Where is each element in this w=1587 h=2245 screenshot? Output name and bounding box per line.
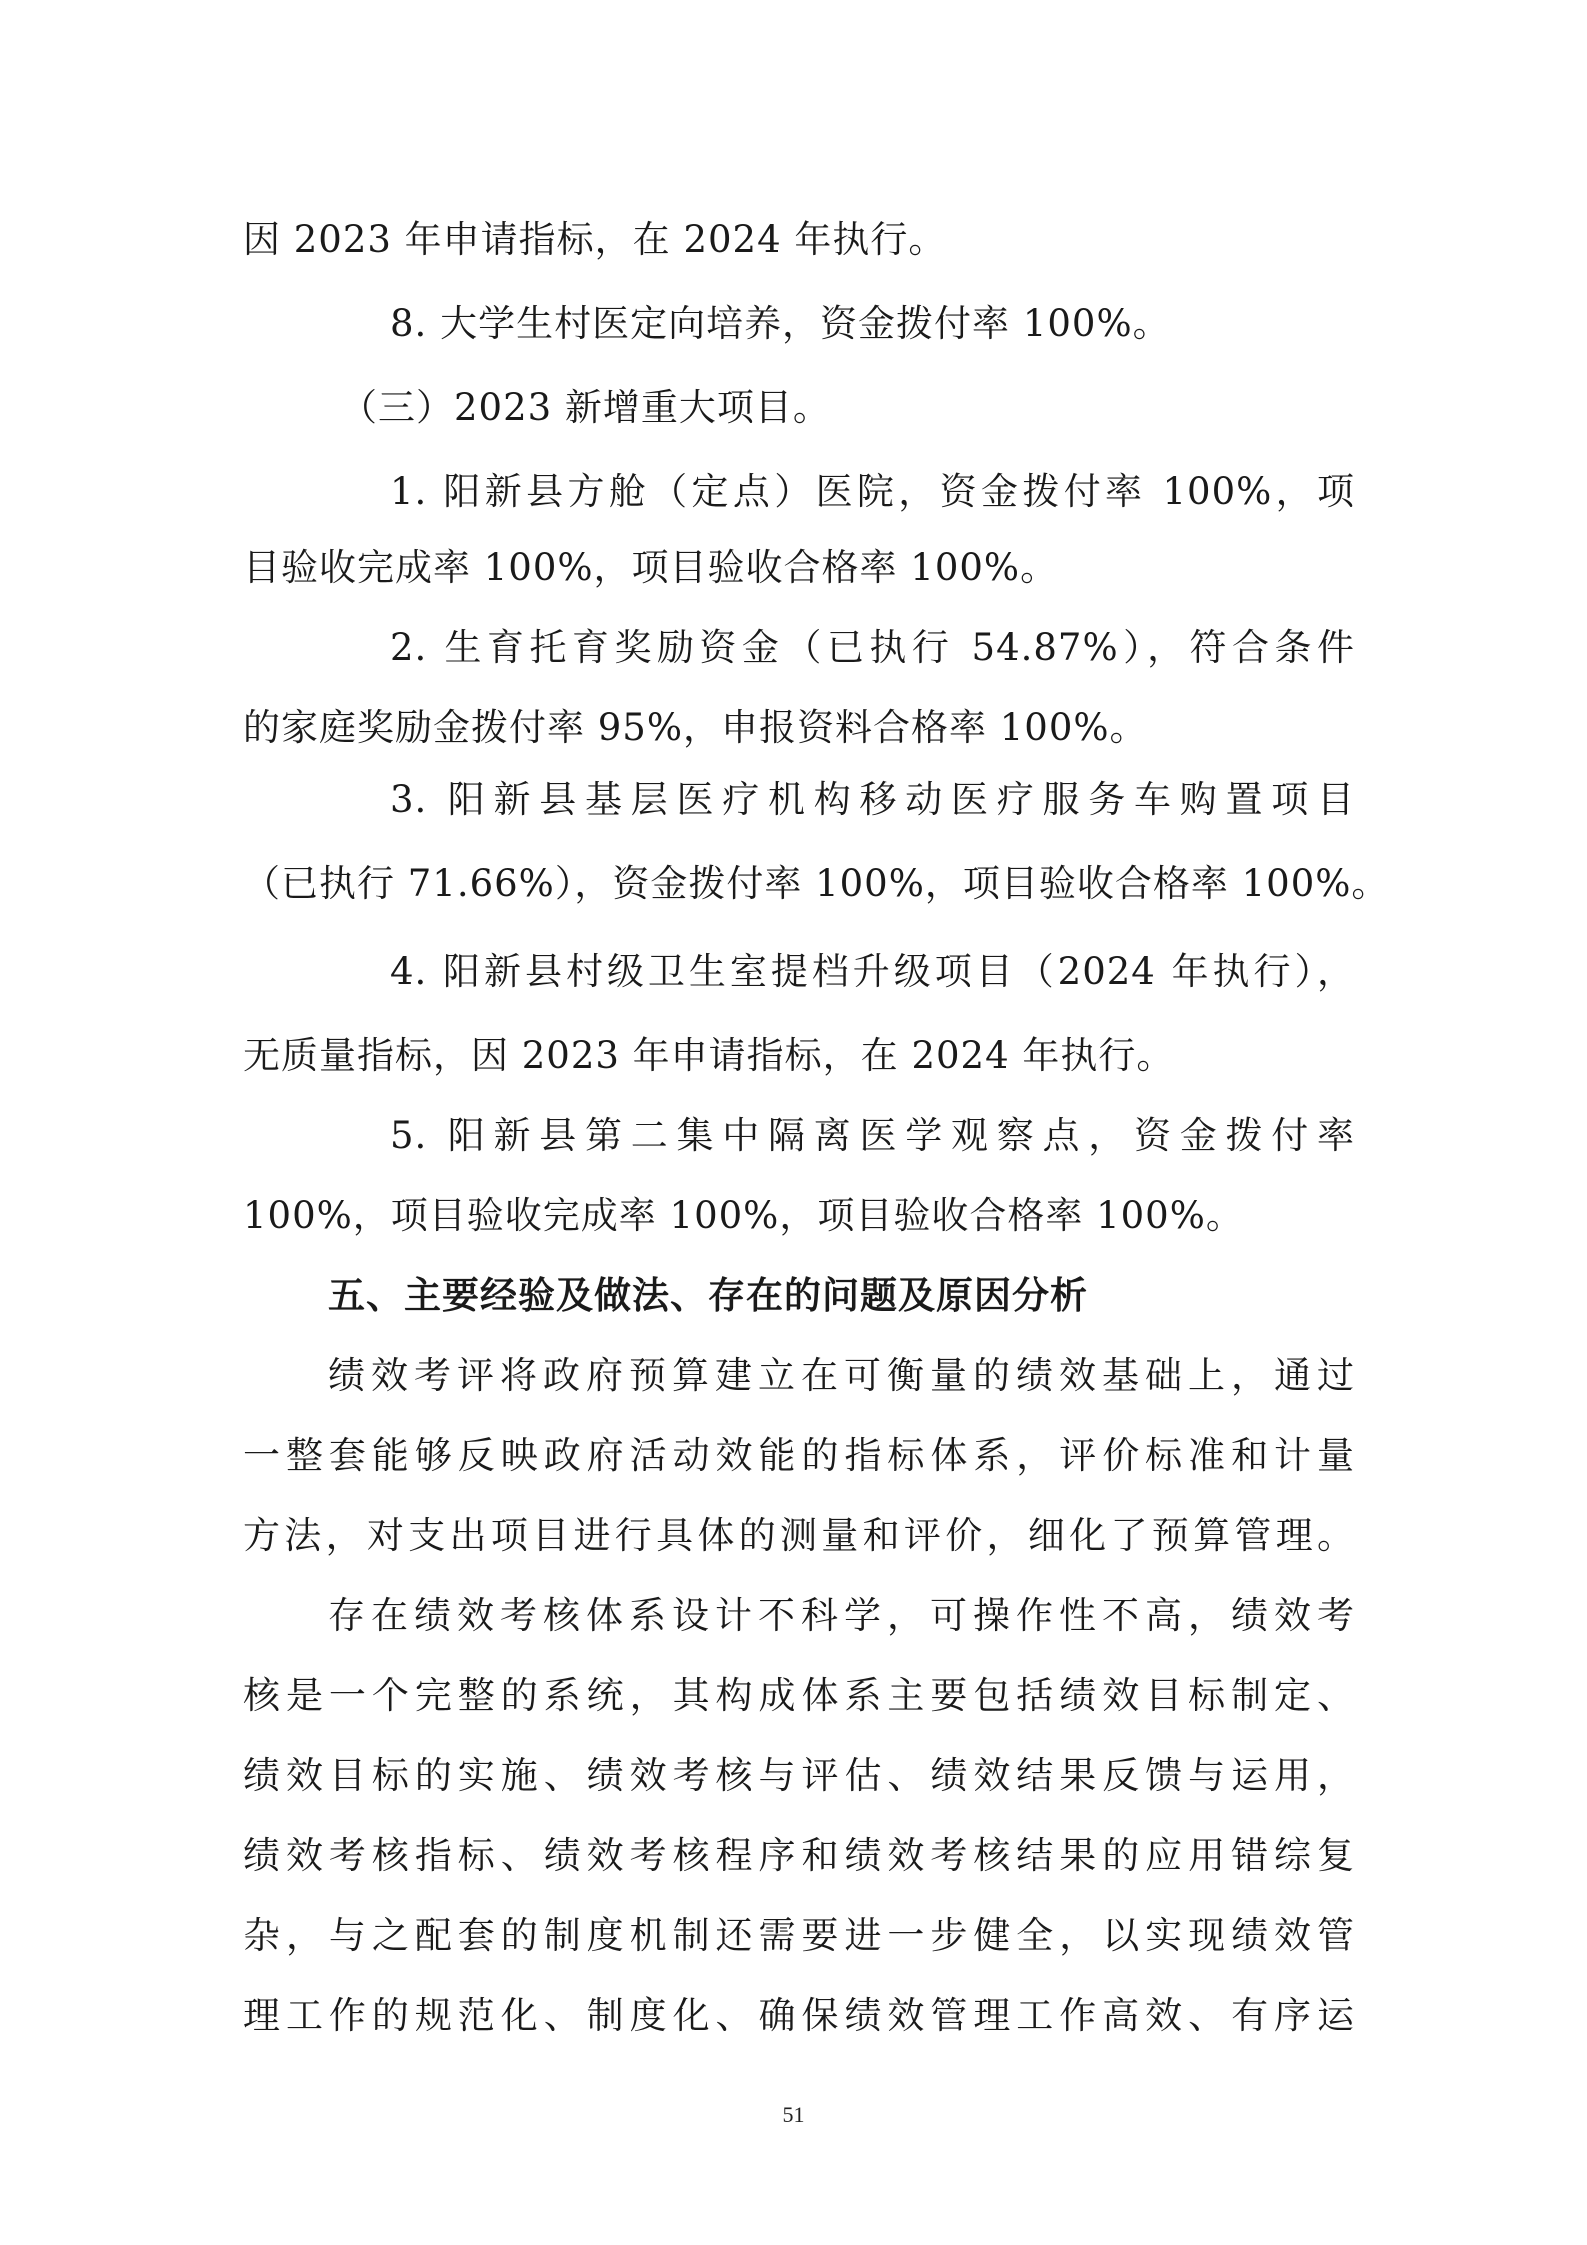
page-number: 51 <box>782 2102 805 2127</box>
text-line: 因 2023 年申请指标，在 2024 年执行。 <box>243 218 947 261</box>
paragraph-line: 绩效目标的实施、绩效考核与评估、绩效结果反馈与运用， <box>243 1754 1355 1797</box>
text-line: 的家庭奖励金拨付率 95%，申报资料合格率 100%。 <box>243 706 1148 749</box>
text-line: 100%，项目验收完成率 100%，项目验收合格率 100%。 <box>243 1194 1244 1237</box>
text-line: 4. 阳新县村级卫生室提档升级项目（2024 年执行）， <box>390 950 1355 993</box>
text-line: 2. 生育托育奖励资金（已执行 54.87%），符合条件 <box>390 626 1355 669</box>
paragraph-line: 方法，对支出项目进行具体的测量和评价，细化了预算管理。 <box>243 1514 1355 1557</box>
paragraph-line: 杂，与之配套的制度机制还需要进一步健全，以实现绩效管 <box>243 1914 1355 1957</box>
text-line: 8. 大学生村医定向培养，资金拨付率 100%。 <box>390 302 1171 345</box>
text-line: 目验收完成率 100%，项目验收合格率 100%。 <box>243 546 1059 589</box>
paragraph-line: 一整套能够反映政府活动效能的指标体系，评价标准和计量 <box>243 1434 1355 1477</box>
paragraph-line: 核是一个完整的系统，其构成体系主要包括绩效目标制定、 <box>243 1674 1355 1717</box>
text-line: 3. 阳新县基层医疗机构移动医疗服务车购置项目 <box>390 778 1355 821</box>
text-line: （已执行 71.66%），资金拨付率 100%，项目验收合格率 100%。 <box>243 862 1390 905</box>
paragraph-line: 理工作的规范化、制度化、确保绩效管理工作高效、有序运 <box>243 1994 1355 2037</box>
text-line: 无质量指标，因 2023 年申请指标，在 2024 年执行。 <box>243 1034 1175 1077</box>
paragraph-line: 绩效考核指标、绩效考核程序和绩效考核结果的应用错综复 <box>243 1834 1355 1877</box>
text-line: 1. 阳新县方舱（定点）医院，资金拨付率 100%，项 <box>390 470 1355 513</box>
text-line: 5. 阳新县第二集中隔离医学观察点，资金拨付率 <box>390 1114 1355 1157</box>
subsection-title: （三）2023 新增重大项目。 <box>340 386 831 429</box>
paragraph-line: 绩效考评将政府预算建立在可衡量的绩效基础上，通过 <box>328 1354 1355 1397</box>
section-heading: 五、主要经验及做法、存在的问题及原因分析 <box>328 1274 1088 1317</box>
paragraph-line: 存在绩效考核体系设计不科学，可操作性不高，绩效考 <box>328 1594 1355 1637</box>
